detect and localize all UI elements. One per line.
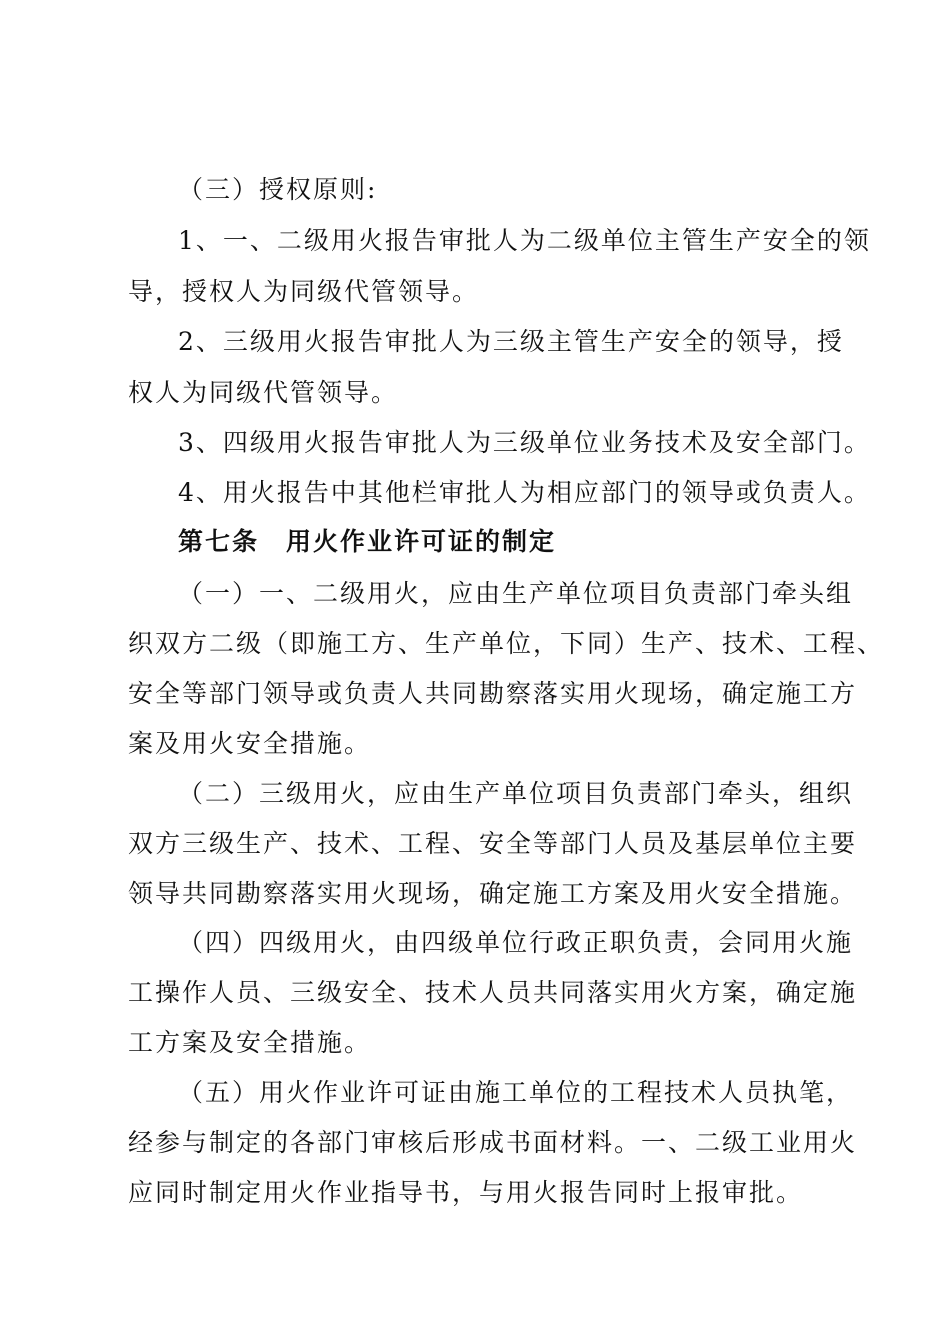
paragraph-line: 双方三级生产、技术、工程、安全等部门人员及基层单位主要 bbox=[128, 829, 858, 858]
paragraph-line: （四）四级用火，由四级单位行政正职负责，会同用火施 bbox=[178, 928, 854, 957]
paragraph-line: 经参与制定的各部门审核后形成书面材料。一、二级工业用火 bbox=[128, 1128, 858, 1157]
paragraph-line: 应同时制定用火作业指导书，与用火报告同时上报审批。 bbox=[128, 1178, 804, 1207]
paragraph-line: （五）用火作业许可证由施工单位的工程技术人员执笔， bbox=[178, 1078, 854, 1107]
article-heading: 第七条 用火作业许可证的制定 bbox=[178, 527, 557, 556]
paragraph-line: 织双方二级（即施工方、生产单位，下同）生产、技术、工程、 bbox=[128, 629, 885, 658]
paragraph-line: 1、一、二级用火报告审批人为二级单位主管生产安全的领 bbox=[178, 226, 871, 255]
paragraph-line: （二）三级用火，应由生产单位项目负责部门牵头，组织 bbox=[178, 779, 854, 808]
paragraph-line: 2、三级用火报告审批人为三级主管生产安全的领导，授 bbox=[178, 327, 844, 356]
paragraph-line: 权人为同级代管领导。 bbox=[128, 378, 399, 407]
paragraph-line: 领导共同勘察落实用火现场，确定施工方案及用火安全措施。 bbox=[128, 879, 858, 908]
paragraph-line: （一）一、二级用火，应由生产单位项目负责部门牵头组 bbox=[178, 579, 854, 608]
paragraph-line: 案及用火安全措施。 bbox=[128, 729, 372, 758]
paragraph-line: 3、四级用火报告审批人为三级单位业务技术及安全部门。 bbox=[178, 428, 871, 457]
paragraph-line: 导，授权人为同级代管领导。 bbox=[128, 277, 480, 306]
paragraph-line: 安全等部门领导或负责人共同勘察落实用火现场，确定施工方 bbox=[128, 679, 858, 708]
paragraph-line: 工方案及安全措施。 bbox=[128, 1028, 372, 1057]
paragraph-line: 工操作人员、三级安全、技术人员共同落实用火方案，确定施 bbox=[128, 978, 858, 1007]
subsection-heading-3: （三）授权原则: bbox=[178, 175, 378, 204]
paragraph-line: 4、用火报告中其他栏审批人为相应部门的领导或负责人。 bbox=[178, 478, 871, 507]
